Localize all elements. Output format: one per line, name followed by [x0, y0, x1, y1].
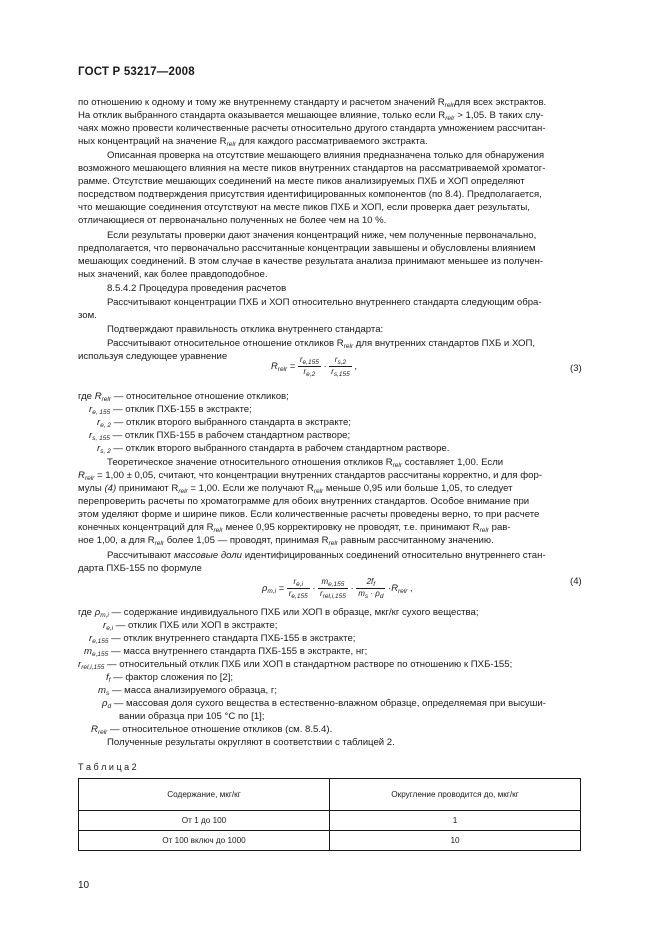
- text-line: Если результаты проверки дают значения концентраций ниже, чем полученные первоначально,: [107, 230, 537, 241]
- text-line: посредством подтверждения присутствия идентифицированных компонентов (по 8.4). Предполагается,: [78, 189, 542, 200]
- text-line: отличающиеся от первоначально полученных не более чем на 10 %.: [78, 215, 387, 226]
- text-line: Полученные результаты округляют в соответствии с таблицей 2.: [107, 737, 395, 748]
- text-line: Описанная проверка на отсутствие мешающего влияния предназначена только для обнаружения: [107, 150, 545, 161]
- rounding-table: [78, 778, 581, 851]
- section-heading-8-5-4-2: 8.5.4.2 Процедура проведения расчетов: [107, 283, 287, 294]
- text-line: зом.: [78, 310, 97, 321]
- where-item: $r_{e, 2}$ — отклик второго выбранного стандарта в экстракте;: [97, 417, 351, 429]
- where-item: $f_f$ — фактор сложения по [2];: [106, 672, 234, 684]
- fraction: $\frac{r_{e,155}}{r_{e,2}}$: [299, 355, 319, 378]
- table-row: [79, 811, 581, 831]
- where-item: где $\rho_{m,i}$ — содержание индивидуального ПХБ или ХОП в образце, мкг/кг сухого вещества;: [78, 607, 479, 619]
- text-line: На отклик выбранного стандарта оказывается мешающее влияние, только если $R_{relr} > 1,05$. В таких слу-: [78, 110, 544, 122]
- where-item: $r_{e,155}$ — отклик внутреннего стандарта ПХБ-155 в экстракте;: [89, 633, 356, 645]
- where-item: $m_{e,155}$ — масса внутреннего стандарта ПХБ-155 в экстракте, нг;: [84, 646, 368, 658]
- text-line: используя следующее уравнение: [78, 351, 228, 362]
- equation-4: $\rho_{m,i}$ = $\frac{r_{e,i}}{r_{e,155}}$ · $\frac{m_{e,155}}{r_{rel,i,155}}$ · $\frac{2f_f}{m_s \cdot \rho_d}$ $\cdot R_{relr}$ ,: [262, 577, 413, 600]
- table-cell: От 1 до 100: [79, 811, 330, 831]
- table-header-cell: Округление проводится до, мкг/кг: [330, 779, 581, 811]
- text-line: мешающих соединений. В этом случае в качестве результата анализа принимают меньшее из получен-: [78, 256, 544, 267]
- text-line: $R_{relr} = 1,00 \pm 0,05$, считают, что концентрации внутренних стандартов рассчитаны корректно, и для фор-: [78, 470, 543, 482]
- text-line: Рассчитывают массовые доли идентифицированных соединений относительно внутреннего стан-: [107, 550, 546, 561]
- where-item-continuation: вании образца при 105 °С по [1];: [119, 711, 265, 722]
- fraction: $\frac{r_{e,i}}{r_{e,155}}$: [288, 577, 308, 600]
- table-header-row: [79, 779, 581, 811]
- where-item: $r_{e,i}$ — отклик ПХБ или ХОП в экстракте;: [103, 620, 278, 632]
- text-line: Подтверждают правильность отклика внутреннего стандарта:: [107, 324, 384, 335]
- text-line: возможного мешающего влияния на месте пиков внутренних стандартов на рассматриваемой хроматог-: [78, 163, 546, 174]
- text-line: перепроверить расчеты по хроматограмме для обоих внутренних стандартов. Особое внимание при: [78, 496, 530, 507]
- where-item: $\rho_d$ — массовая доля сухого вещества в естественно-влажном образце, определяемая при высуши-: [102, 698, 546, 710]
- text-line: ных значений, как более правдоподобное.: [78, 269, 268, 280]
- text-line: этом уделяют форме и ширине пиков. Если количественные расчеты проведены верно, то при расчете: [78, 509, 540, 520]
- table-caption: Т а б л и ц а 2: [78, 762, 137, 772]
- fraction: $\frac{r_{s,2}}{r_{s,155}}$: [331, 355, 350, 378]
- standard-header: ГОСТ Р 53217—2008: [78, 66, 195, 78]
- where-item: $m_s$ — масса анализируемого образца, г;: [98, 685, 277, 697]
- table-cell: 1: [330, 811, 581, 831]
- text-line: ное 1,00, а для $R_{relr}$ более 1,05 — проводят, принимая $R_{relr}$ равным рассчитанному значению.: [78, 535, 494, 547]
- text-line: Рассчитывают относительное отношение откликов $R_{relr}$ для внутренних стандартов ПХБ и ХОП,: [107, 338, 536, 350]
- text-line: предполагается, что первоначально рассчитанные концентрации завышены и обусловлены влиянием: [78, 243, 536, 254]
- table-header-cell: Содержание, мкг/кг: [79, 779, 330, 811]
- text-line: рамме. Отсутствие мешающих соединений на месте пиков анализируемых ПХБ и ХОП определяют: [78, 176, 525, 187]
- text-line: чаях можно провести количественные расчеты относительно другого стандарта умножением рассчитан-: [78, 123, 546, 134]
- equation-number-4: (4): [570, 576, 582, 587]
- fraction: $\frac{2f_f}{m_s \cdot \rho_d}$: [358, 577, 384, 600]
- fraction: $\frac{m_{e,155}}{r_{rel,i,155}}$: [320, 577, 346, 600]
- text-line: мулы (4) принимают $R_{relr} = 1,00$. Если же получают $R_{relr}$ меньше 0,95 или больше 1,05, то следует: [78, 483, 513, 495]
- text-line: ных концентраций на значение $R_{relr}$ для каждого рассматриваемого экстракта.: [78, 136, 428, 148]
- where-item: $r_{s, 155}$ — отклик ПХБ-155 в рабочем стандартном растворе;: [89, 430, 351, 442]
- equation-3: $R_{relr}$ = $\frac{r_{e,155}}{r_{e,2}}$ · $\frac{r_{s,2}}{r_{s,155}}$ ,: [271, 355, 357, 378]
- text-line: конечных концентраций для $R_{relr}$ менее 0,95 корректировку не проводят, т.е. принимают $R_{relr}$ рав-: [78, 522, 511, 534]
- text-line: дарта ПХБ-155 по формуле: [78, 563, 202, 574]
- table-row: [79, 831, 581, 851]
- equation-number-3: (3): [570, 363, 582, 374]
- where-item: $r_{e, 155}$ — отклик ПХБ-155 в экстракте;: [89, 404, 252, 416]
- text-line: что мешающие соединения отсутствуют на месте пиков ПХБ и ХОП, если проверка дает результаты,: [78, 202, 530, 213]
- text-line: Рассчитывают концентрации ПХБ и ХОП относительно внутреннего стандарта следующим обра-: [107, 297, 542, 308]
- where-item: $r_{rel,i,155}$ — относительный отклик ПХБ или ХОП в стандартном растворе по отношению к ПХБ-155;: [78, 659, 513, 671]
- table-cell: От 100 включ до 1000: [79, 831, 330, 851]
- where-item: $r_{s, 2}$ — отклик второго выбранного стандарта в рабочем стандартном растворе.: [97, 443, 450, 455]
- text-line: Теоретическое значение относительного отношения откликов $R_{relr}$ составляет 1,00. Если: [107, 457, 504, 469]
- text-line: по отношению к одному и тому же внутреннему стандарту и расчетом значений $R_{relr}для$ всех экстрактов.: [78, 97, 547, 109]
- where-item: $R_{relr}$ — относительное отношение откликов (см. 8.5.4).: [91, 724, 333, 736]
- where-item: где $R_{relr}$ — относительное отношение откликов;: [78, 391, 289, 403]
- page-number: 10: [78, 880, 90, 891]
- table-cell: 10: [330, 831, 581, 851]
